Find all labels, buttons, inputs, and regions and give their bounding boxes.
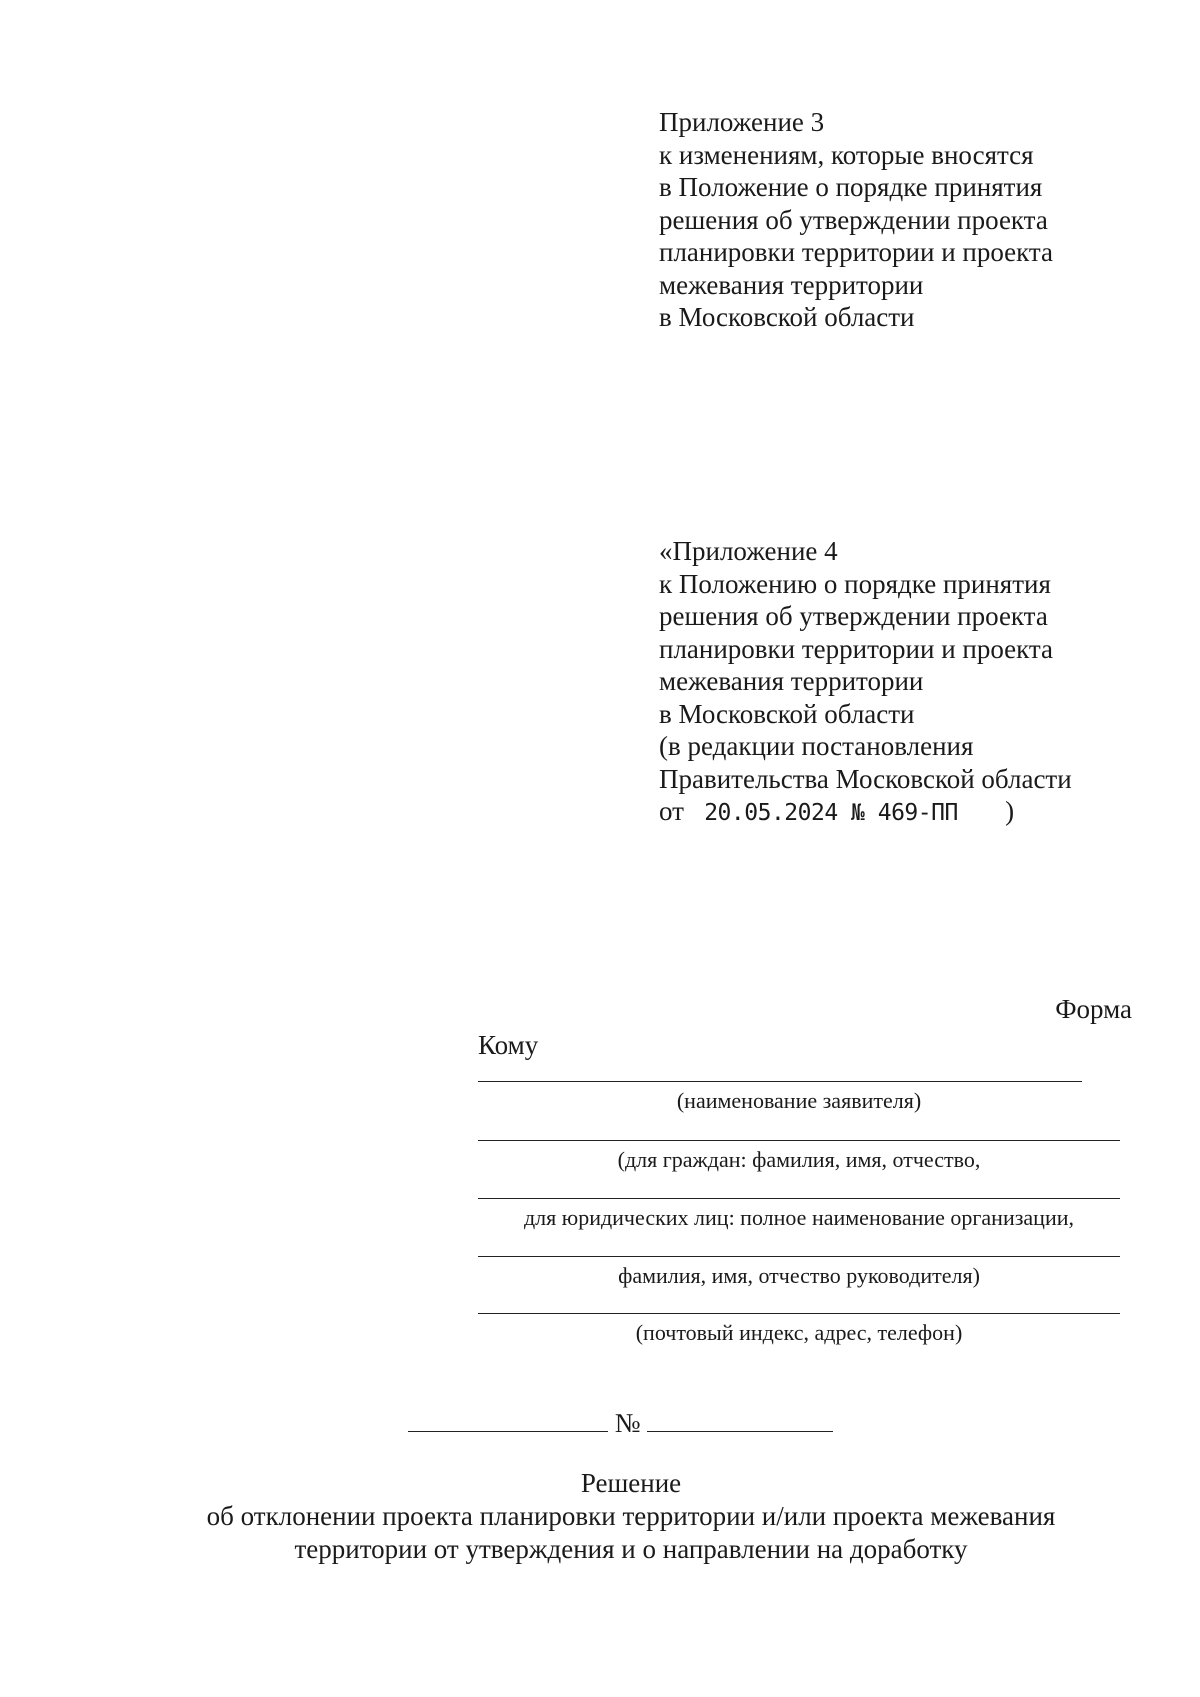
field-caption: (почтовый индекс, адрес, телефон) — [635, 1320, 963, 1345]
date-number-stamp: 20.05.2024 № 469-ПП — [704, 800, 958, 826]
number-field[interactable] — [647, 1405, 833, 1432]
appendix-3-line: планировки территории и проекта — [659, 237, 1054, 267]
field-caption: для юридических лиц: полное наименование организации, — [523, 1205, 1075, 1230]
appendix-4-line: «Приложение 4 — [659, 536, 838, 566]
appendix-4-line: к Положению о порядке принятия — [659, 568, 1051, 599]
appendix-3-line: межевания территории — [659, 269, 924, 300]
to-label: Кому — [478, 1030, 539, 1060]
appendix-3-line: в Московской области — [659, 302, 915, 332]
field-caption: (для граждан: фамилия, имя, отчество, — [617, 1147, 981, 1172]
appendix-4-header — [659, 535, 1072, 830]
address-field[interactable] — [478, 1313, 1120, 1314]
applicant-detail-field[interactable] — [478, 1140, 1120, 1141]
date-prefix: от — [659, 796, 684, 826]
applicant-detail-field[interactable] — [478, 1198, 1120, 1199]
appendix-3-line: к изменениям, которые вносятся — [659, 139, 1034, 170]
form-label: Форма — [1055, 994, 1132, 1024]
number-sign: № — [614, 1408, 641, 1438]
decision-subtitle — [0, 1500, 1200, 1566]
appendix-4-line: планировки территории и проекта — [659, 633, 1054, 664]
registration-line — [408, 1405, 833, 1439]
appendix-4-line: Правительства Московской области — [659, 763, 1072, 794]
field-caption: (наименование заявителя) — [676, 1088, 922, 1113]
appendix-4-line: межевания территории — [659, 666, 924, 696]
appendix-3-line: Приложение 3 — [659, 107, 825, 137]
appendix-4-date-line — [659, 795, 1072, 830]
applicant-name-field[interactable] — [478, 1081, 1082, 1082]
date-suffix: ) — [1005, 796, 1015, 826]
decision-subtitle-line: территории от утверждения и о направлении на доработку — [294, 1534, 968, 1564]
appendix-3-header — [659, 106, 1053, 334]
date-field[interactable] — [408, 1405, 608, 1432]
appendix-4-line: решения об утверждении проекта — [659, 601, 1048, 631]
decision-subtitle-line: об отклонении проекта планировки территории и/или проекта межевания — [206, 1501, 1056, 1531]
decision-title: Решение — [580, 1468, 682, 1498]
field-caption: фамилия, имя, отчество руководителя) — [618, 1263, 980, 1288]
appendix-4-line: в Московской области — [659, 698, 915, 729]
appendix-3-line: решения об утверждении проекта — [659, 204, 1048, 235]
appendix-3-line: в Положение о порядке принятия — [659, 172, 1043, 202]
applicant-detail-field[interactable] — [478, 1256, 1120, 1257]
appendix-4-line: (в редакции постановления — [659, 731, 974, 761]
